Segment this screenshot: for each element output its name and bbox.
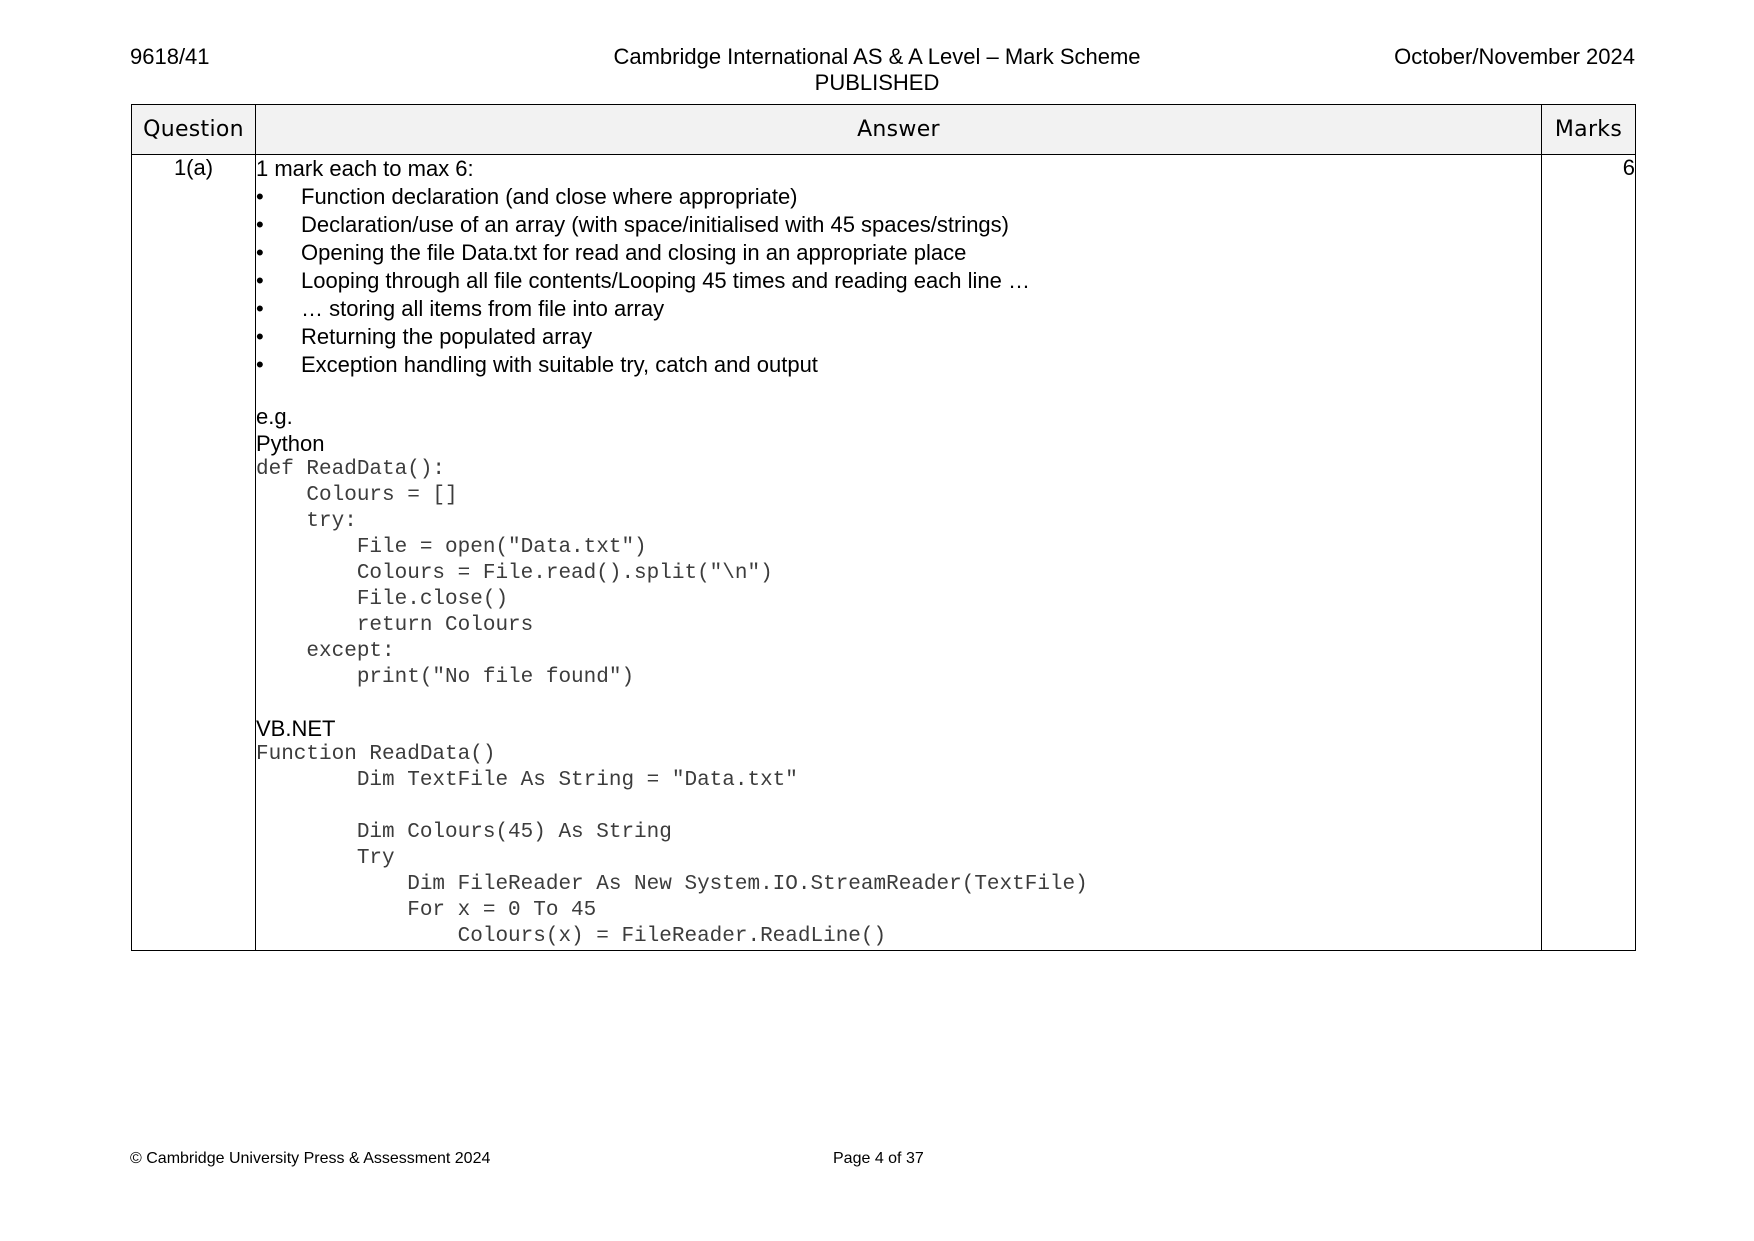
- example-label: e.g.: [256, 404, 293, 429]
- exam-session: October/November 2024: [1394, 44, 1635, 69]
- column-header-answer: Answer: [256, 105, 1542, 155]
- marking-point: • … storing all items from file into array: [256, 295, 1541, 323]
- marking-intro: 1 mark each to max 6:: [256, 156, 474, 181]
- vbnet-code: Function ReadData() Dim TextFile As String = "Data.txt" Dim Colours(45) As String Try Dim FileReader As New System.IO.StreamReader(TextFile) For x = 0 To 45 Colours(x) = FileReader.ReadLine(): [256, 743, 1088, 948]
- marking-point: • Opening the file Data.txt for read and closing in an appropriate place: [256, 239, 1541, 267]
- copyright-notice: © Cambridge University Press & Assessment 2024: [130, 1150, 491, 1167]
- mark-scheme-table: [131, 104, 1636, 951]
- vbnet-label: VB.NET: [256, 716, 336, 741]
- marking-point: • Exception handling with suitable try, catch and output: [256, 351, 1541, 379]
- column-header-question: Question: [132, 105, 256, 155]
- table-row: [132, 155, 1636, 951]
- question-number: 1(a): [132, 155, 256, 951]
- marking-points-list: [256, 183, 1541, 379]
- marks-value: 6: [1542, 155, 1636, 951]
- python-label: Python: [256, 431, 325, 456]
- table-header-row: [132, 105, 1636, 155]
- marking-point: • Returning the populated array: [256, 323, 1541, 351]
- page-number: Page 4 of 37: [833, 1150, 924, 1167]
- document-title: Cambridge International AS & A Level – Mark Scheme: [613, 44, 1141, 69]
- document-status: PUBLISHED: [814, 70, 940, 95]
- column-header-marks: Marks: [1542, 105, 1636, 155]
- python-code: def ReadData(): Colours = [] try: File = open("Data.txt") Colours = File.read().split("\n") File.close() return Colours except: print("No file found"): [256, 458, 773, 689]
- answer-cell: [256, 155, 1542, 951]
- paper-code: 9618/41: [130, 44, 210, 69]
- marking-point: • Declaration/use of an array (with space/initialised with 45 spaces/strings): [256, 211, 1541, 239]
- marking-point: • Looping through all file contents/Looping 45 times and reading each line …: [256, 267, 1541, 295]
- marking-point: • Function declaration (and close where appropriate): [256, 183, 1541, 211]
